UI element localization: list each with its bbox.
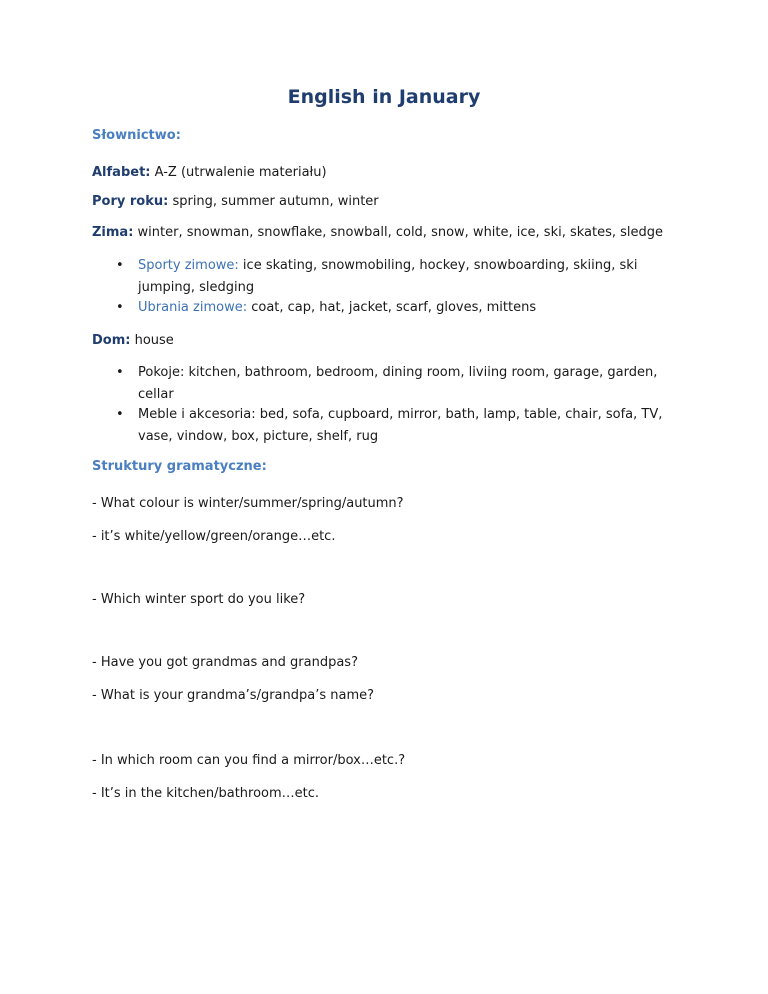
- pory-roku-line: [92, 191, 379, 213]
- ubrania-zimowe-text: coat, cap, hat, jacket, scarf, gloves, mittens: [247, 300, 537, 315]
- alfabet-label: Alfabet:: [92, 165, 151, 180]
- struktury-line: - It’s in the kitchen/bathroom…etc.: [92, 786, 320, 801]
- struktury-line: - it’s white/yellow/green/orange…etc.: [92, 529, 336, 544]
- meble-text: Meble i akcesoria: bed, sofa, cupboard, mirror, bath, lamp, table, chair, sofa, TV,: [138, 407, 663, 422]
- page-title: English in January: [287, 86, 481, 108]
- bullet-dot: •: [116, 407, 124, 422]
- pokoje-text: Pokoje: kitchen, bathroom, bedroom, dining room, liviing room, garage, garden,: [138, 365, 658, 380]
- dom-text: house: [130, 333, 174, 348]
- dom-line: [92, 330, 174, 352]
- pory-roku-label: Pory roku:: [92, 194, 169, 209]
- bullet-dot: •: [116, 258, 124, 273]
- sporty-zimowe-text: ice skating, snowmobiling, hockey, snowboarding, skiing, ski: [238, 258, 638, 273]
- struktury-line: - Have you got grandmas and grandpas?: [92, 655, 358, 670]
- pokoje-text-cont: cellar: [138, 387, 174, 402]
- alfabet-line: [92, 162, 327, 184]
- list-item-pokoje: [138, 362, 698, 406]
- slownictwo-label: Słownictwo:: [92, 128, 181, 143]
- ubrania-zimowe-label: Ubrania zimowe:: [138, 300, 248, 315]
- struktury-line: - What is your grandma’s/grandpa’s name?: [92, 688, 375, 703]
- struktury-line: - Which winter sport do you like?: [92, 592, 306, 607]
- list-item-meble: [138, 404, 698, 448]
- list-item-ubrania-zimowe: [138, 297, 698, 319]
- list-item-sporty-zimowe: [138, 255, 698, 299]
- zima-line: [92, 222, 663, 244]
- bullet-dot: •: [116, 365, 124, 380]
- struktury-label: Struktury gramatyczne:: [92, 459, 267, 474]
- sporty-zimowe-text-cont: jumping, sledging: [138, 280, 255, 295]
- alfabet-text: A-Z (utrwalenie materiału): [150, 165, 327, 180]
- struktury-line: - In which room can you find a mirror/box…etc.?: [92, 753, 406, 768]
- meble-text-cont: vase, vindow, box, picture, shelf, rug: [138, 429, 379, 444]
- struktury-line: - What colour is winter/summer/spring/autumn?: [92, 496, 404, 511]
- pory-roku-text: spring, summer autumn, winter: [168, 194, 379, 209]
- struktury-heading: [92, 456, 267, 478]
- sporty-zimowe-label: Sporty zimowe:: [138, 258, 239, 273]
- slownictwo-heading: [92, 125, 181, 147]
- zima-text: winter, snowman, snowflake, snowball, cold, snow, white, ice, ski, skates, sledge: [133, 225, 664, 240]
- bullet-dot: •: [116, 300, 124, 315]
- dom-label: Dom:: [92, 333, 131, 348]
- zima-label: Zima:: [92, 225, 134, 240]
